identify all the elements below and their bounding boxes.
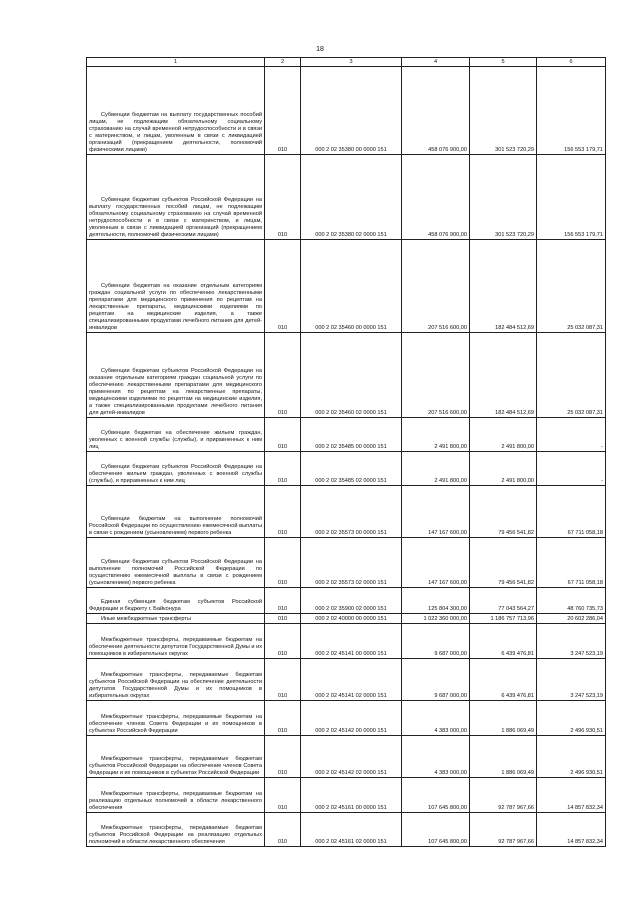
row-executed-cell: 301 523 720,29 bbox=[470, 67, 537, 155]
row-code-cell: 010 bbox=[265, 418, 301, 452]
row-name-cell: Субвенции бюджетам на оказание отдельным категориям граждан социальной услуги по обеспечению лекарственными препаратами для медицинского применения по рецептам на лекарственные препараты, медицинскими изделиями по рецептам на медицинские изделия, а также специализированными продуктами лечебного питания для детей-инвалидов bbox=[87, 240, 265, 333]
row-kbk-cell: 000 2 02 35573 02 0000 151 bbox=[301, 538, 402, 588]
row-kbk-cell: 000 2 02 45142 02 0000 151 bbox=[301, 736, 402, 778]
table-row bbox=[87, 452, 606, 486]
row-executed-cell: 2 491 800,00 bbox=[470, 418, 537, 452]
row-remaining-cell: 3 247 523,19 bbox=[537, 659, 606, 701]
row-kbk-cell: 000 2 02 35485 00 0000 151 bbox=[301, 418, 402, 452]
row-kbk-cell: 000 2 02 35380 02 0000 151 bbox=[301, 155, 402, 240]
table-row bbox=[87, 614, 606, 624]
row-code-cell: 010 bbox=[265, 736, 301, 778]
row-name-cell: Субвенции бюджетам субъектов Российской Федерации на выполнение полномочий Российской Федерации по осуществлению ежемесячной выплаты в связи с рождением (усыновлением) первого ребенка bbox=[87, 538, 265, 588]
row-approved-cell: 207 516 600,00 bbox=[402, 240, 470, 333]
table-row bbox=[87, 67, 606, 155]
row-remaining-cell: 67 711 058,18 bbox=[537, 538, 606, 588]
row-code-cell: 010 bbox=[265, 624, 301, 659]
row-name-cell: Субвенции бюджетам на обеспечение жильем граждан, уволенных с военной службы (службы), и приравненных к ним лиц bbox=[87, 418, 265, 452]
row-kbk-cell: 000 2 02 40000 00 0000 151 bbox=[301, 614, 402, 624]
row-approved-cell: 107 645 800,00 bbox=[402, 813, 470, 847]
row-kbk-cell: 000 2 02 35380 00 0000 151 bbox=[301, 67, 402, 155]
table-row bbox=[87, 155, 606, 240]
row-executed-cell: 1 886 069,49 bbox=[470, 736, 537, 778]
column-header: 4 bbox=[402, 58, 470, 67]
row-name-cell: Межбюджетные трансферты, передаваемые бюджетам субъектов Российской Федерации на обеспечение деятельности депутатов Государственной Думы и их помощников в избирательных округах bbox=[87, 659, 265, 701]
table-row bbox=[87, 701, 606, 736]
row-executed-cell: 6 439 476,81 bbox=[470, 659, 537, 701]
column-header: 6 bbox=[537, 58, 606, 67]
row-code-cell: 010 bbox=[265, 240, 301, 333]
row-executed-cell: 182 484 512,69 bbox=[470, 333, 537, 418]
row-name-cell: Иные межбюджетные трансферты bbox=[87, 614, 265, 624]
row-kbk-cell: 000 2 02 35573 00 0000 151 bbox=[301, 486, 402, 538]
row-name-cell: Субвенции бюджетам субъектов Российской Федерации на выплату государственных пособий лицам, не подлежащим обязательному социальному страхованию на случай временной нетрудоспособности и в связи с материнством, и лицам, уволенным в связи с ликвидацией организаций (прекращением деятельности, полномочий физическими лицами) bbox=[87, 155, 265, 240]
row-code-cell: 010 bbox=[265, 588, 301, 614]
row-approved-cell: 9 687 000,00 bbox=[402, 624, 470, 659]
row-approved-cell: 4 383 000,00 bbox=[402, 736, 470, 778]
row-executed-cell: 1 186 757 713,96 bbox=[470, 614, 537, 624]
budget-table bbox=[86, 57, 606, 847]
row-kbk-cell: 000 2 02 35485 02 0000 151 bbox=[301, 452, 402, 486]
row-remaining-cell: 2 496 930,51 bbox=[537, 701, 606, 736]
row-approved-cell: 2 491 800,00 bbox=[402, 452, 470, 486]
row-name-cell: Межбюджетные трансферты, передаваемые бюджетам на обеспечение членов Совета Федерации и их помощников в субъектах Российской Федерации bbox=[87, 701, 265, 736]
row-executed-cell: 301 523 720,29 bbox=[470, 155, 537, 240]
row-kbk-cell: 000 2 02 45161 02 0000 151 bbox=[301, 813, 402, 847]
row-approved-cell: 458 076 900,00 bbox=[402, 155, 470, 240]
row-executed-cell: 79 456 541,82 bbox=[470, 538, 537, 588]
row-name-cell: Субвенции бюджетам субъектов Российской Федерации на оказание отдельным категориям граждан социальной услуги по обеспечению лекарственными препаратами для медицинского применения по рецептам на лекарственные препараты, медицинскими изделиями по рецептам на медицинские изделия, а также специализированными продуктами лечебного питания для детей-инвалидов bbox=[87, 333, 265, 418]
row-code-cell: 010 bbox=[265, 614, 301, 624]
column-header: 5 bbox=[470, 58, 537, 67]
row-remaining-cell: 67 711 058,18 bbox=[537, 486, 606, 538]
table-row bbox=[87, 778, 606, 813]
row-remaining-cell: 25 032 087,31 bbox=[537, 333, 606, 418]
row-approved-cell: 107 645 800,00 bbox=[402, 778, 470, 813]
row-name-cell: Межбюджетные трансферты, передаваемые бюджетам на реализацию отдельных полномочий в области лекарственного обеспечения bbox=[87, 778, 265, 813]
row-remaining-cell: 20 602 286,04 bbox=[537, 614, 606, 624]
row-approved-cell: 125 804 300,00 bbox=[402, 588, 470, 614]
row-kbk-cell: 000 2 02 45161 00 0000 151 bbox=[301, 778, 402, 813]
row-approved-cell: 458 076 900,00 bbox=[402, 67, 470, 155]
table-row bbox=[87, 813, 606, 847]
row-executed-cell: 92 787 967,66 bbox=[470, 778, 537, 813]
row-executed-cell: 2 491 800,00 bbox=[470, 452, 537, 486]
row-name-cell: Субвенции бюджетам на выплату государственных пособий лицам, не подлежащим обязательному социальному страхованию на случай временной нетрудоспособности и в связи с материнством, и лицам, уволенным в связи с ликвидацией организаций (прекращением деятельности, полномочий физическими лицами) bbox=[87, 67, 265, 155]
row-executed-cell: 182 484 512,69 bbox=[470, 240, 537, 333]
row-kbk-cell: 000 2 02 35900 02 0000 151 bbox=[301, 588, 402, 614]
row-name-cell: Межбюджетные трансферты, передаваемые бюджетам субъектов Российской Федерации на обеспечение членов Совета Федерации и их помощников в субъектах Российской Федерации bbox=[87, 736, 265, 778]
row-code-cell: 010 bbox=[265, 486, 301, 538]
column-header: 2 bbox=[265, 58, 301, 67]
row-remaining-cell: 14 857 832,34 bbox=[537, 778, 606, 813]
table-row bbox=[87, 588, 606, 614]
row-code-cell: 010 bbox=[265, 538, 301, 588]
row-code-cell: 010 bbox=[265, 452, 301, 486]
table-row bbox=[87, 486, 606, 538]
table-row bbox=[87, 333, 606, 418]
row-name-cell: Межбюджетные трансферты, передаваемые бюджетам на обеспечение деятельности депутатов Государственной Думы и их помощников в избирательных округах bbox=[87, 624, 265, 659]
row-name-cell: Субвенции бюджетам субъектов Российской Федерации на обеспечение жильем граждан, уволенных с военной службы (службы), и приравненных к ним лиц bbox=[87, 452, 265, 486]
row-remaining-cell: - bbox=[537, 452, 606, 486]
row-name-cell: Единая субвенция бюджетам субъектов Российской Федерации и бюджету г. Байконура bbox=[87, 588, 265, 614]
row-remaining-cell: 3 247 523,19 bbox=[537, 624, 606, 659]
row-executed-cell: 92 787 967,66 bbox=[470, 813, 537, 847]
column-header: 3 bbox=[301, 58, 402, 67]
row-approved-cell: 147 167 600,00 bbox=[402, 538, 470, 588]
table-row bbox=[87, 736, 606, 778]
column-header: 1 bbox=[87, 58, 265, 67]
row-executed-cell: 1 886 069,49 bbox=[470, 701, 537, 736]
row-remaining-cell: 14 857 832,34 bbox=[537, 813, 606, 847]
row-remaining-cell: 156 553 179,71 bbox=[537, 67, 606, 155]
row-remaining-cell: 48 760 735,73 bbox=[537, 588, 606, 614]
table-row bbox=[87, 240, 606, 333]
row-approved-cell: 2 491 800,00 bbox=[402, 418, 470, 452]
row-kbk-cell: 000 2 02 45142 00 0000 151 bbox=[301, 701, 402, 736]
row-name-cell: Субвенции бюджетам на выполнение полномочий Российской Федерации по осуществлению ежемесячной выплаты в связи с рождением (усыновлением) первого ребенка bbox=[87, 486, 265, 538]
row-code-cell: 010 bbox=[265, 659, 301, 701]
row-kbk-cell: 000 2 02 45141 00 0000 151 bbox=[301, 624, 402, 659]
table-header-row bbox=[87, 58, 606, 67]
row-code-cell: 010 bbox=[265, 778, 301, 813]
table-row bbox=[87, 418, 606, 452]
row-name-cell: Межбюджетные трансферты, передаваемые бюджетам субъектов Российской Федерации на реализацию отдельных полномочий в области лекарственного обеспечения bbox=[87, 813, 265, 847]
page-number: 18 bbox=[316, 46, 324, 53]
row-executed-cell: 6 439 476,81 bbox=[470, 624, 537, 659]
row-kbk-cell: 000 2 02 35460 00 0000 151 bbox=[301, 240, 402, 333]
row-remaining-cell: - bbox=[537, 418, 606, 452]
row-code-cell: 010 bbox=[265, 333, 301, 418]
row-approved-cell: 1 022 360 000,00 bbox=[402, 614, 470, 624]
row-executed-cell: 77 043 564,27 bbox=[470, 588, 537, 614]
row-approved-cell: 207 516 600,00 bbox=[402, 333, 470, 418]
row-executed-cell: 79 456 541,82 bbox=[470, 486, 537, 538]
row-kbk-cell: 000 2 02 35460 02 0000 151 bbox=[301, 333, 402, 418]
table-row bbox=[87, 624, 606, 659]
row-approved-cell: 9 687 000,00 bbox=[402, 659, 470, 701]
row-approved-cell: 4 383 000,00 bbox=[402, 701, 470, 736]
row-kbk-cell: 000 2 02 45141 02 0000 151 bbox=[301, 659, 402, 701]
table-row bbox=[87, 538, 606, 588]
row-remaining-cell: 156 553 179,71 bbox=[537, 155, 606, 240]
row-remaining-cell: 25 032 087,31 bbox=[537, 240, 606, 333]
row-code-cell: 010 bbox=[265, 155, 301, 240]
row-remaining-cell: 2 496 930,51 bbox=[537, 736, 606, 778]
row-code-cell: 010 bbox=[265, 701, 301, 736]
table-row bbox=[87, 659, 606, 701]
row-approved-cell: 147 167 600,00 bbox=[402, 486, 470, 538]
row-code-cell: 010 bbox=[265, 67, 301, 155]
row-code-cell: 010 bbox=[265, 813, 301, 847]
